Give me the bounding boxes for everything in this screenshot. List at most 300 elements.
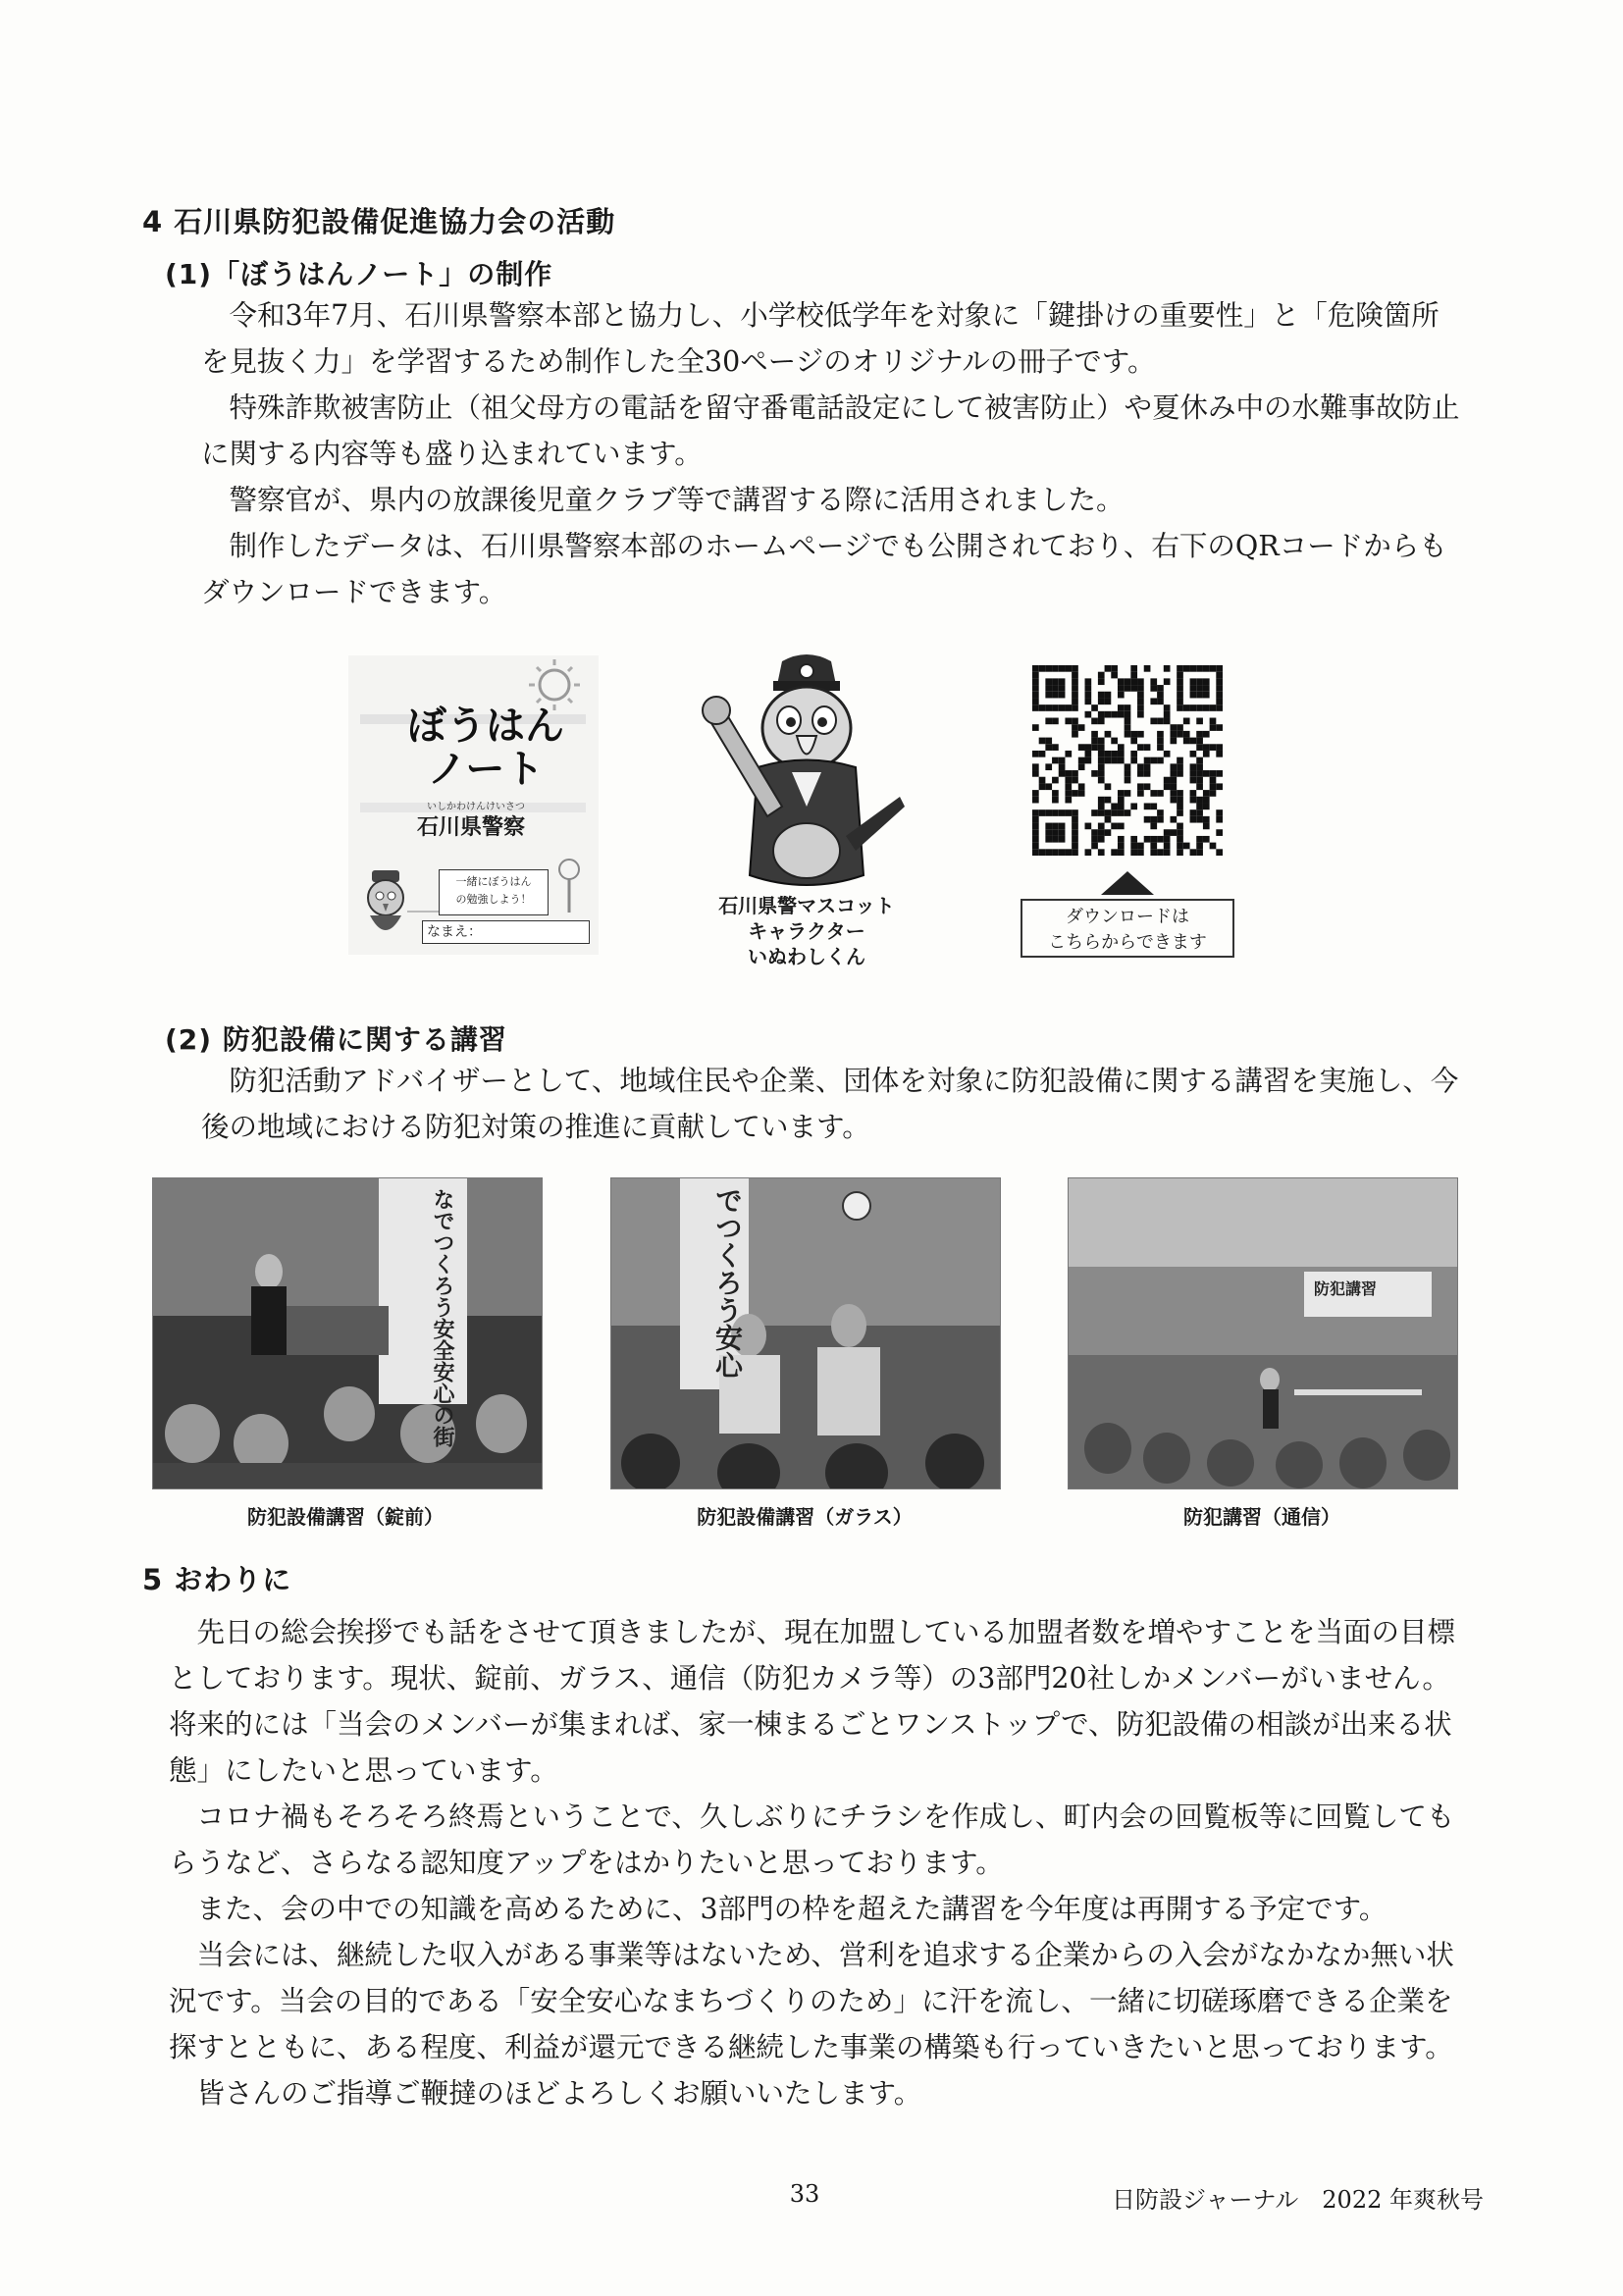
qr-module (1196, 763, 1203, 770)
qr-module (1098, 777, 1105, 784)
qr-module (1085, 757, 1092, 764)
qr-module (1216, 724, 1223, 731)
note-title-line2: ノート (427, 747, 545, 792)
qr-module (1164, 777, 1171, 784)
qr-module (1098, 678, 1105, 685)
qr-module (1177, 790, 1183, 797)
qr-module (1111, 672, 1118, 679)
qr-module (1196, 744, 1203, 751)
qr-module (1210, 718, 1217, 725)
qr-module (1203, 731, 1210, 738)
qr-module (1137, 849, 1144, 856)
note-police-label: 石川県警察 (417, 815, 526, 840)
qr-module (1203, 704, 1210, 711)
qr-module (1105, 711, 1112, 718)
subsection-2-body (201, 1058, 1467, 1150)
qr-module (1183, 738, 1190, 745)
qr-module (1210, 783, 1217, 790)
qr-module (1137, 692, 1144, 699)
qr-module (1098, 698, 1105, 704)
qr-module (1216, 704, 1223, 711)
qr-module (1032, 797, 1039, 804)
qr-module (1150, 718, 1157, 725)
qr-module (1105, 698, 1112, 704)
qr-module (1177, 757, 1183, 764)
qr-module (1203, 665, 1210, 672)
qr-module (1065, 783, 1072, 790)
photo-lock-seminar (152, 1177, 543, 1489)
qr-module (1052, 757, 1059, 764)
qr-module (1039, 809, 1046, 816)
qr-module (1177, 843, 1183, 850)
qr-module (1177, 704, 1183, 711)
qr-module (1130, 836, 1137, 843)
qr-module (1072, 777, 1078, 784)
qr-module (1039, 738, 1046, 745)
qr-module (1032, 836, 1039, 843)
qr-module (1183, 731, 1190, 738)
qr-module (1170, 731, 1177, 738)
qr-module (1130, 803, 1137, 809)
qr-module (1072, 731, 1078, 738)
qr-module (1111, 849, 1118, 856)
qr-module (1085, 678, 1092, 685)
qr-module (1137, 770, 1144, 777)
qr-module (1039, 849, 1046, 856)
qr-module (1125, 777, 1131, 784)
qr-module (1072, 678, 1078, 685)
qr-module (1203, 678, 1210, 685)
qr-module (1118, 849, 1125, 856)
qr-module (1118, 797, 1125, 804)
qr-module (1072, 809, 1078, 816)
qr-module (1072, 849, 1078, 856)
paragraph: 令和3年7月、石川県警察本部と協力し、小学校低学年を対象に「鍵掛けの重要性」と「危険箇所を見抜く力」を学習するため制作した全30ページのオリジナルの冊子です。 (201, 299, 1440, 378)
paragraph: 特殊詐欺被害防止（祖父母方の電話を留守番電話設定にして被害防止）や夏休み中の水難事故防止に関する内容等も盛り込まれています。 (201, 391, 1460, 470)
qr-module (1065, 751, 1072, 757)
qr-module (1144, 744, 1151, 751)
qr-module (1216, 783, 1223, 790)
qr-module (1170, 816, 1177, 823)
qr-module (1177, 692, 1183, 699)
qr-module (1196, 704, 1203, 711)
qr-module (1072, 698, 1078, 704)
qr-label-line1: ダウンロードは (1066, 907, 1189, 927)
qr-module (1098, 763, 1105, 770)
qr-module (1098, 672, 1105, 679)
qr-module (1177, 678, 1183, 685)
qr-module (1098, 803, 1105, 809)
qr-module (1111, 711, 1118, 718)
qr-module (1190, 665, 1197, 672)
qr-module (1177, 770, 1183, 777)
qr-module (1052, 685, 1059, 692)
qr-module (1045, 738, 1052, 745)
qr-module (1118, 757, 1125, 764)
qr-module (1098, 757, 1105, 764)
photo-caption: 防犯設備講習（ガラス） (697, 1505, 913, 1529)
qr-module (1032, 829, 1039, 836)
note-name-field: なまえ： (422, 920, 590, 944)
qr-module (1072, 770, 1078, 777)
qr-module (1052, 797, 1059, 804)
qr-module (1118, 711, 1125, 718)
qr-module (1196, 692, 1203, 699)
qr-module (1098, 797, 1105, 804)
qr-module (1078, 757, 1085, 764)
qr-module (1157, 836, 1164, 843)
paragraph: 当会には、継続した収入がある事業等はないため、営利を追求する企業からの入会がなかなか無い状況です。当会の目的である「安全安心なまちづくりのため」に汗を流し、一緒に切磋琢磨できる企業を探すとともに、ある程度、利益が還元できる継続した事業の構築も行っていきたいと思っております。 (169, 1939, 1454, 2063)
qr-module (1177, 849, 1183, 856)
qr-module (1059, 829, 1066, 836)
qr-module (1210, 724, 1217, 731)
qr-module (1098, 711, 1105, 718)
qr-module (1137, 711, 1144, 718)
qr-module (1032, 724, 1039, 731)
paragraph: また、会の中での知識を高めるために、3部門の枠を超えた講習を今年度は再開する予定です。 (196, 1893, 1387, 1925)
qr-module (1065, 770, 1072, 777)
paragraph: コロナ禍もそろそろ終焉ということで、久しぶりにチラシを作成し、町内会の回覧板等に回覧してもらうなど、さらなる認知度アップをはかりたいと思っております。 (169, 1800, 1455, 1879)
qr-module (1032, 751, 1039, 757)
mascot-caption-line3: いぬわしくん (748, 945, 865, 968)
qr-module (1190, 685, 1197, 692)
qr-module (1125, 731, 1131, 738)
qr-module (1203, 836, 1210, 843)
qr-module (1183, 665, 1190, 672)
qr-module (1150, 836, 1157, 843)
qr-module (1170, 797, 1177, 804)
qr-module (1144, 763, 1151, 770)
qr-module (1098, 809, 1105, 816)
qr-module (1085, 692, 1092, 699)
qr-module (1085, 849, 1092, 856)
qr-module (1052, 829, 1059, 836)
qr-module (1125, 711, 1131, 718)
qr-module (1137, 790, 1144, 797)
qr-module (1177, 685, 1183, 692)
qr-module (1045, 836, 1052, 843)
qr-module (1032, 809, 1039, 816)
qr-module (1039, 783, 1046, 790)
photo-banner-text: なでつくろう安全安心の街 (430, 1188, 454, 1447)
section-4-heading: 4 石川県防犯設備促進協力会の活動 (142, 205, 616, 238)
qr-module (1065, 849, 1072, 856)
mascot-inuwashi-kun-icon (699, 650, 915, 900)
qr-module (1118, 692, 1125, 699)
qr-module (1137, 744, 1144, 751)
qr-module (1125, 704, 1131, 711)
qr-module (1203, 823, 1210, 830)
qr-module (1125, 763, 1131, 770)
qr-module (1216, 770, 1223, 777)
qr-module (1164, 836, 1171, 843)
qr-module (1170, 738, 1177, 745)
qr-code-icon[interactable] (1032, 665, 1223, 856)
paragraph: 警察官が、県内の放課後児童クラブ等で講習する際に活用されました。 (229, 484, 1125, 516)
photo-caption: 防犯講習（通信） (1183, 1505, 1340, 1529)
qr-module (1052, 790, 1059, 797)
qr-module (1111, 803, 1118, 809)
qr-module (1032, 816, 1039, 823)
qr-module (1157, 790, 1164, 797)
qr-module (1196, 757, 1203, 764)
qr-module (1052, 678, 1059, 685)
qr-module (1177, 836, 1183, 843)
qr-module (1183, 718, 1190, 725)
qr-module (1059, 763, 1066, 770)
qr-module (1098, 744, 1105, 751)
qr-module (1203, 692, 1210, 699)
qr-module (1164, 783, 1171, 790)
qr-module (1190, 738, 1197, 745)
qr-module (1065, 797, 1072, 804)
qr-module (1078, 763, 1085, 770)
qr-module (1190, 816, 1197, 823)
subsection-1-heading: (1)「ぼうはんノート」の制作 (165, 258, 553, 290)
qr-module (1072, 704, 1078, 711)
qr-module (1085, 711, 1092, 718)
qr-module (1052, 777, 1059, 784)
qr-module (1032, 678, 1039, 685)
qr-module (1157, 692, 1164, 699)
qr-module (1045, 692, 1052, 699)
qr-module (1177, 665, 1183, 672)
qr-label-line2: こちらからできます (1048, 932, 1207, 953)
qr-module (1091, 718, 1098, 725)
qr-module (1085, 685, 1092, 692)
qr-module (1137, 685, 1144, 692)
qr-module (1111, 757, 1118, 764)
mascot-caption (610, 893, 1003, 969)
qr-module (1170, 783, 1177, 790)
qr-module (1105, 816, 1112, 823)
qr-module (1118, 790, 1125, 797)
qr-module (1190, 763, 1197, 770)
qr-module (1210, 790, 1217, 797)
qr-module (1045, 718, 1052, 725)
qr-module (1130, 843, 1137, 850)
page-number: 33 (789, 2180, 820, 2208)
qr-module (1118, 678, 1125, 685)
qr-module (1164, 704, 1171, 711)
qr-module (1183, 843, 1190, 850)
qr-module (1045, 685, 1052, 692)
qr-module (1190, 692, 1197, 699)
qr-module (1059, 849, 1066, 856)
qr-module (1177, 672, 1183, 679)
qr-module (1059, 809, 1066, 816)
qr-module (1216, 692, 1223, 699)
qr-module (1150, 816, 1157, 823)
qr-module (1065, 790, 1072, 797)
qr-module (1105, 757, 1112, 764)
qr-module (1072, 823, 1078, 830)
qr-module (1045, 849, 1052, 856)
qr-module (1118, 809, 1125, 816)
qr-module (1125, 718, 1131, 725)
qr-module (1164, 751, 1171, 757)
qr-module (1196, 783, 1203, 790)
photo-caption: 防犯設備講習（錠前） (247, 1505, 444, 1529)
qr-module (1150, 685, 1157, 692)
qr-module (1078, 783, 1085, 790)
qr-module (1065, 809, 1072, 816)
qr-module (1183, 704, 1190, 711)
qr-module (1091, 836, 1098, 843)
qr-module (1118, 843, 1125, 850)
qr-module (1144, 816, 1151, 823)
bouhan-note-cover (348, 655, 599, 955)
qr-module (1125, 685, 1131, 692)
qr-module (1196, 678, 1203, 685)
arrow-up-icon (1099, 869, 1156, 897)
bubble-line2: の勉強しよう！ (455, 893, 532, 906)
qr-module (1203, 816, 1210, 823)
qr-module (1157, 718, 1164, 725)
qr-module (1196, 718, 1203, 725)
qr-module (1177, 724, 1183, 731)
qr-module (1150, 823, 1157, 830)
qr-module (1032, 704, 1039, 711)
qr-module (1157, 809, 1164, 816)
qr-module (1032, 698, 1039, 704)
qr-module (1150, 849, 1157, 856)
qr-module (1098, 849, 1105, 856)
qr-module (1196, 777, 1203, 784)
qr-module (1137, 698, 1144, 704)
paragraph: 防犯活動アドバイザーとして、地域住民や企業、団体を対象に防犯設備に関する講習を実施し、今後の地域における防犯対策の推進に貢献しています。 (201, 1065, 1459, 1143)
qr-module (1118, 685, 1125, 692)
qr-module (1196, 685, 1203, 692)
qr-module (1032, 672, 1039, 679)
qr-module (1164, 711, 1171, 718)
qr-module (1072, 692, 1078, 699)
qr-module (1177, 823, 1183, 830)
qr-module (1157, 731, 1164, 738)
qr-module (1190, 849, 1197, 856)
qr-module (1130, 731, 1137, 738)
qr-module (1052, 823, 1059, 830)
qr-module (1157, 849, 1164, 856)
qr-module (1045, 809, 1052, 816)
qr-module (1118, 836, 1125, 843)
qr-module (1164, 718, 1171, 725)
qr-module (1045, 744, 1052, 751)
mascot-caption-line1: 石川県警マスコット (718, 894, 895, 917)
qr-module (1203, 790, 1210, 797)
qr-module (1032, 823, 1039, 830)
qr-module (1072, 816, 1078, 823)
qr-module (1216, 751, 1223, 757)
qr-module (1045, 783, 1052, 790)
qr-module (1091, 843, 1098, 850)
qr-module (1190, 704, 1197, 711)
qr-module (1210, 665, 1217, 672)
qr-module (1118, 803, 1125, 809)
qr-module (1091, 731, 1098, 738)
qr-module (1091, 809, 1098, 816)
qr-module (1177, 803, 1183, 809)
qr-module (1059, 692, 1066, 699)
qr-module (1072, 836, 1078, 843)
qr-module (1125, 790, 1131, 797)
qr-module (1196, 816, 1203, 823)
qr-module (1078, 790, 1085, 797)
qr-module (1065, 718, 1072, 725)
qr-module (1105, 783, 1112, 790)
qr-module (1125, 809, 1131, 816)
qr-module (1150, 757, 1157, 764)
photo-communication-seminar (1068, 1177, 1458, 1489)
qr-module (1059, 823, 1066, 830)
qr-module (1216, 665, 1223, 672)
qr-module (1170, 777, 1177, 784)
qr-module (1170, 790, 1177, 797)
qr-module (1196, 843, 1203, 850)
qr-module (1203, 751, 1210, 757)
qr-module (1105, 809, 1112, 816)
qr-module (1091, 744, 1098, 751)
mascot-caption-line2: キャラクター (748, 919, 865, 943)
qr-module (1032, 692, 1039, 699)
qr-module (1157, 757, 1164, 764)
subsection-1-body (201, 292, 1467, 615)
qr-module (1164, 849, 1171, 856)
qr-module (1144, 665, 1151, 672)
qr-module (1098, 718, 1105, 725)
qr-module (1130, 678, 1137, 685)
photo-glass-seminar (610, 1177, 1001, 1489)
qr-module (1164, 843, 1171, 850)
qr-module (1125, 724, 1131, 731)
qr-module (1190, 777, 1197, 784)
qr-module (1210, 744, 1217, 751)
qr-module (1039, 751, 1046, 757)
qr-module (1091, 704, 1098, 711)
qr-module (1177, 809, 1183, 816)
qr-module (1130, 757, 1137, 764)
note-title-line1: ぼうはん (407, 704, 564, 749)
qr-module (1216, 849, 1223, 856)
qr-module (1098, 692, 1105, 699)
qr-module (1137, 783, 1144, 790)
qr-module (1130, 738, 1137, 745)
qr-module (1085, 698, 1092, 704)
qr-module (1157, 685, 1164, 692)
qr-module (1170, 770, 1177, 777)
qr-module (1203, 770, 1210, 777)
note-ruby: いしかわけんけいさつ (427, 802, 525, 812)
qr-module (1111, 751, 1118, 757)
qr-module (1105, 692, 1112, 699)
qr-module (1072, 665, 1078, 672)
qr-module (1045, 665, 1052, 672)
qr-module (1118, 744, 1125, 751)
qr-module (1196, 836, 1203, 843)
qr-module (1065, 777, 1072, 784)
qr-module (1150, 698, 1157, 704)
qr-module (1052, 849, 1059, 856)
qr-module (1091, 770, 1098, 777)
qr-module (1196, 770, 1203, 777)
qr-module (1150, 790, 1157, 797)
qr-module (1170, 829, 1177, 836)
qr-module (1052, 836, 1059, 843)
qr-module (1196, 809, 1203, 816)
qr-module (1039, 777, 1046, 784)
qr-module (1144, 836, 1151, 843)
qr-module (1059, 836, 1066, 843)
